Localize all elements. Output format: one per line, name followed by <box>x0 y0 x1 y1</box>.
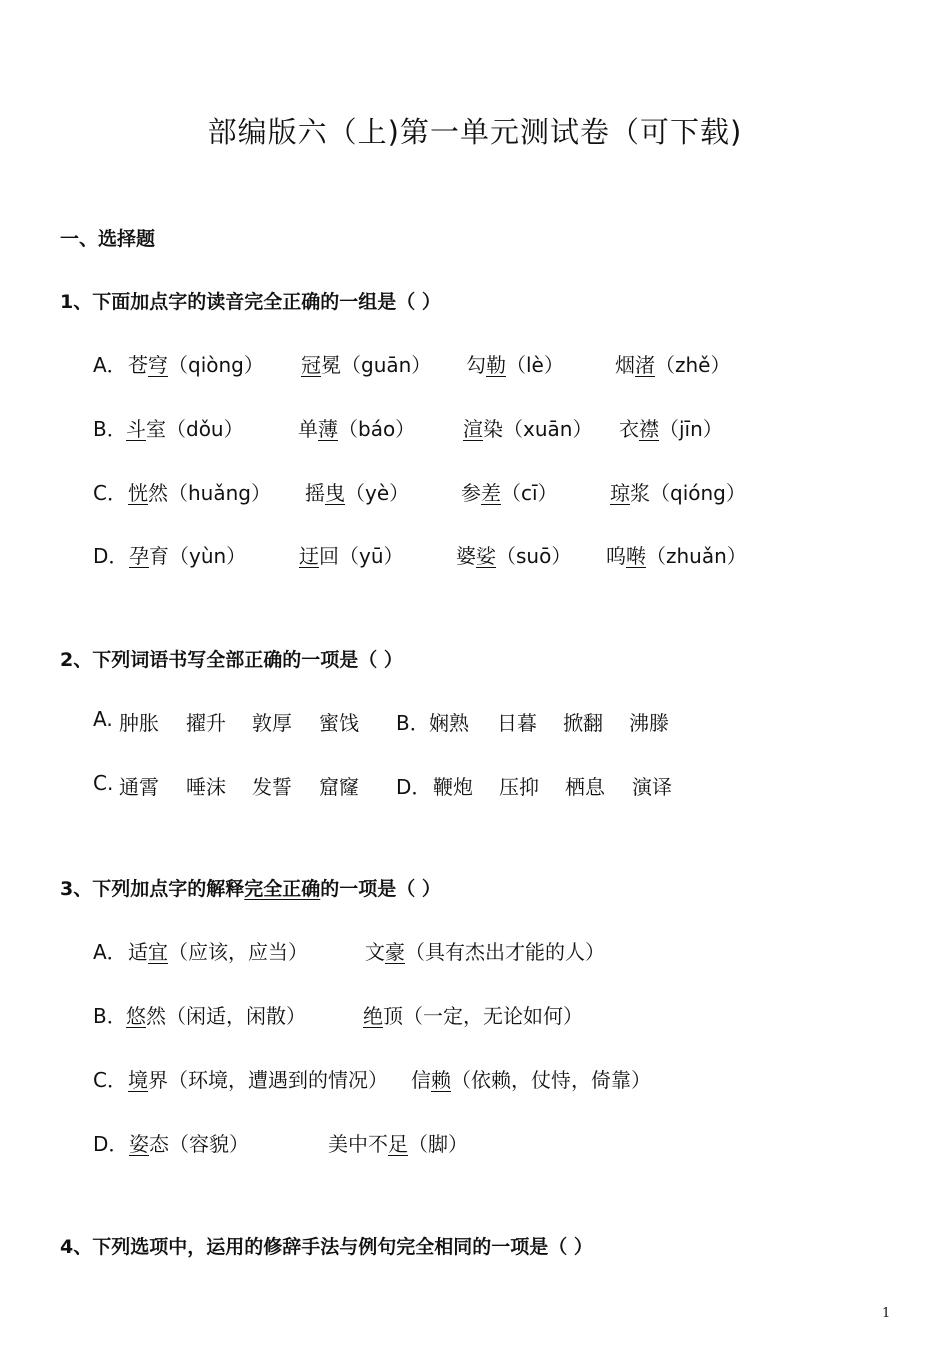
word: 压抑 <box>499 775 539 799</box>
dotted-char: 绝 <box>363 1004 383 1028</box>
option-letter: A. <box>93 707 113 731</box>
section-heading: 一、选择题 <box>60 228 156 250</box>
dotted-char: 娑 <box>476 544 496 568</box>
definition: （容貌） <box>169 1132 249 1156</box>
pinyin: （qiòng） <box>168 353 264 377</box>
char: 冕 <box>321 353 341 377</box>
dotted-char: 豪 <box>385 940 405 964</box>
char: 顶 <box>383 1004 403 1028</box>
char: 界 <box>148 1068 168 1092</box>
dotted-char: 迂 <box>299 544 319 568</box>
word: 唾沫 <box>186 775 226 799</box>
dotted-char: 薄 <box>318 417 338 441</box>
dotted-char: 姿 <box>129 1132 149 1156</box>
char: 室 <box>146 417 166 441</box>
option-word <box>456 540 571 569</box>
option-letter: D． <box>93 544 129 568</box>
word: 发誓 <box>252 775 292 799</box>
dotted-char: 赖 <box>431 1068 451 1092</box>
stem-underlined: 完全正确 <box>244 878 321 900</box>
option-word <box>461 477 558 506</box>
pinyin: （yùn） <box>169 544 247 568</box>
dotted-char: 曳 <box>325 481 345 505</box>
word: 娴熟 <box>429 711 469 735</box>
option-letter: C． <box>93 481 127 505</box>
pinyin: （cī） <box>501 481 558 505</box>
char: 浆 <box>630 481 650 505</box>
option-word <box>363 1000 583 1029</box>
char: 信 <box>411 1068 431 1092</box>
option-word <box>129 540 246 569</box>
pinyin: （xuān） <box>503 417 593 441</box>
option-word <box>619 413 723 442</box>
dotted-char: 啭 <box>626 544 646 568</box>
definition: （应该，应当） <box>168 940 308 964</box>
dotted-char: 斗 <box>126 417 146 441</box>
word: 敦厚 <box>252 711 292 735</box>
option-letter: D． <box>93 1132 129 1156</box>
word: 栖息 <box>565 775 605 799</box>
option-letter: B． <box>396 711 430 735</box>
option-word <box>299 540 404 569</box>
page-number: 1 <box>882 1306 891 1321</box>
option-word <box>301 349 431 378</box>
pinyin: （lè） <box>506 353 564 377</box>
word: 通霄 <box>119 775 159 799</box>
question-1-stem: 1、下面加点字的读音完全正确的一组是（ ） <box>60 291 441 313</box>
dotted-char: 渚 <box>635 353 655 377</box>
definition: （一定，无论如何） <box>403 1004 583 1028</box>
definition: （脚） <box>408 1132 468 1156</box>
question-3-stem <box>60 874 441 901</box>
option-word <box>411 1064 651 1093</box>
definition: （依赖，仗恃，倚靠） <box>451 1068 651 1092</box>
option-letter: A． <box>93 940 127 964</box>
char: 然 <box>148 481 168 505</box>
option-letter: C． <box>93 1068 127 1092</box>
char: 勾 <box>466 353 486 377</box>
dotted-char: 足 <box>388 1132 408 1156</box>
pinyin: （zhě） <box>655 353 731 377</box>
option-word <box>328 1128 468 1157</box>
pinyin: （huǎng） <box>168 481 271 505</box>
question-2-stem: 2、下列词语书写全部正确的一项是（ ） <box>60 649 403 671</box>
option-word <box>128 477 271 506</box>
option-word <box>365 936 605 965</box>
char: 参 <box>461 481 481 505</box>
dotted-char: 琼 <box>610 481 630 505</box>
char: 育 <box>149 544 169 568</box>
pinyin: （yè） <box>345 481 410 505</box>
option-letter: B． <box>93 1004 127 1028</box>
word: 沸滕 <box>629 711 669 735</box>
word: 肿胀 <box>119 711 159 735</box>
char: 婆 <box>456 544 476 568</box>
dotted-char: 勒 <box>486 353 506 377</box>
char: 苍 <box>128 353 148 377</box>
pinyin: （zhuǎn） <box>646 544 747 568</box>
char: 然 <box>146 1004 166 1028</box>
char: 态 <box>149 1132 169 1156</box>
pinyin: （báo） <box>338 417 416 441</box>
option-word <box>128 1064 388 1093</box>
definition: （闲适，闲散） <box>166 1004 306 1028</box>
dotted-char: 穹 <box>148 353 168 377</box>
definition: （具有杰出才能的人） <box>405 940 605 964</box>
option-word <box>298 413 415 442</box>
option-word <box>466 349 564 378</box>
word: 鞭炮 <box>433 775 473 799</box>
pinyin: （jīn） <box>659 417 723 441</box>
option-word <box>615 349 730 378</box>
word: 擢升 <box>186 711 226 735</box>
word: 窟窿 <box>319 775 359 799</box>
dotted-char: 襟 <box>639 417 659 441</box>
option-word <box>463 413 592 442</box>
dotted-char: 宜 <box>148 940 168 964</box>
pinyin: （dǒu） <box>166 417 244 441</box>
option-word <box>606 540 747 569</box>
option-word <box>129 1128 249 1157</box>
char: 烟 <box>615 353 635 377</box>
option-word <box>610 477 746 506</box>
word: 日暮 <box>497 711 537 735</box>
dotted-char: 悠 <box>126 1004 146 1028</box>
dotted-char: 差 <box>481 481 501 505</box>
option-word <box>128 936 308 965</box>
option-letter: C. <box>93 771 114 795</box>
char: 美中不 <box>328 1132 388 1156</box>
dotted-char: 冠 <box>301 353 321 377</box>
char: 摇 <box>305 481 325 505</box>
char: 衣 <box>619 417 639 441</box>
pinyin: （yū） <box>339 544 404 568</box>
option-letter: B． <box>93 417 127 441</box>
option-letter: A． <box>93 353 127 377</box>
char: 文 <box>365 940 385 964</box>
word: 掀翻 <box>563 711 603 735</box>
char: 单 <box>298 417 318 441</box>
option-word <box>126 1000 306 1029</box>
char: 染 <box>483 417 503 441</box>
option-word <box>128 349 264 378</box>
dotted-char: 境 <box>128 1068 148 1092</box>
char: 呜 <box>606 544 626 568</box>
dotted-char: 孕 <box>129 544 149 568</box>
dotted-char: 渲 <box>463 417 483 441</box>
question-4-stem: 4、下列选项中，运用的修辞手法与例句完全相同的一项是（ ） <box>60 1236 593 1258</box>
word: 演译 <box>632 775 672 799</box>
pinyin: （qióng） <box>650 481 746 505</box>
option-letter: D． <box>396 775 432 799</box>
definition: （环境，遭遇到的情况） <box>168 1068 388 1092</box>
pinyin: （suō） <box>496 544 572 568</box>
option-word <box>126 413 244 442</box>
stem-text: 3、下列加点字的解释 <box>60 878 245 900</box>
stem-text: 的一项是（ ） <box>320 878 441 900</box>
pinyin: （guān） <box>341 353 432 377</box>
option-word <box>305 477 409 506</box>
dotted-char: 恍 <box>128 481 148 505</box>
page-title: 部编版六（上)第一单元测试卷（可下载) <box>207 115 743 149</box>
word: 蜜饯 <box>319 711 359 735</box>
char: 回 <box>319 544 339 568</box>
char: 适 <box>128 940 148 964</box>
